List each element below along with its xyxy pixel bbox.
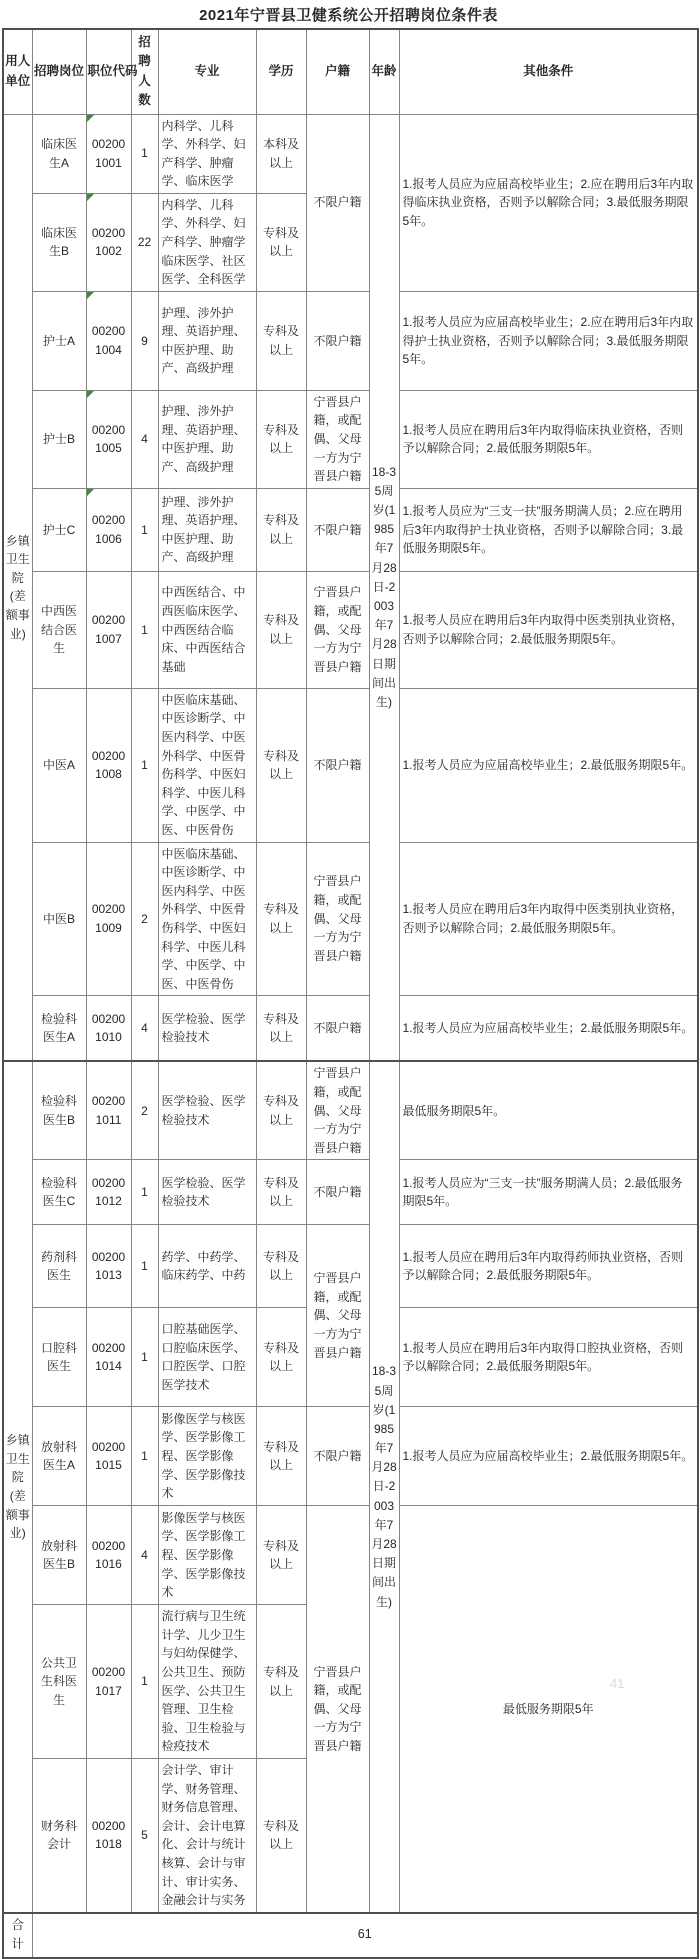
education-cell: 专科及以上 (256, 1605, 306, 1759)
other-conditions-cell: 1.报考人员应为应届高校毕业生；2.最低服务期限5年。 (399, 1407, 698, 1506)
position-cell: 检验科医生C (32, 1160, 86, 1225)
position-cell: 财务科会计 (32, 1759, 86, 1913)
position-cell: 护士C (32, 488, 86, 571)
count-cell: 1 (131, 1605, 158, 1759)
residence-cell: 不限户籍 (306, 1160, 369, 1225)
table-row (3, 1407, 698, 1506)
education-cell: 专科及以上 (256, 1308, 306, 1407)
residence-cell: 宁晋县户籍，或配偶、父母一方为宁晋县户籍 (306, 1061, 369, 1159)
position-cell: 公共卫生科医生 (32, 1605, 86, 1759)
other-conditions-cell: 1.报考人员应在聘用后3年内取得中医类别执业资格，否则予以解除合同；2.最低服务期限5年。 (399, 571, 698, 688)
table-row (3, 291, 698, 390)
position-cell: 放射科医生A (32, 1407, 86, 1506)
count-cell: 1 (131, 488, 158, 571)
education-cell: 专科及以上 (256, 390, 306, 488)
major-cell: 会计学、审计学、财务管理、财务信息管理、会计、会计电算化、会计与统计核算、会计与审计、审计实务、金融会计与实务 (158, 1759, 256, 1913)
col-header-age: 年龄 (369, 29, 399, 114)
major-cell: 药学、中药学、临床药学、中药 (158, 1225, 256, 1308)
education-cell: 专科及以上 (256, 842, 306, 996)
residence-cell: 不限户籍 (306, 688, 369, 842)
count-cell: 4 (131, 1506, 158, 1605)
residence-cell: 宁晋县户籍，或配偶、父母一方为宁晋县户籍 (306, 1225, 369, 1407)
count-cell: 4 (131, 996, 158, 1062)
code-cell: 002001017 (86, 1605, 131, 1759)
major-cell: 中西医结合、中西医临床医学、中西医结合临床、中西医结合基础 (158, 571, 256, 688)
count-cell: 5 (131, 1759, 158, 1913)
other-conditions-cell: 1.报考人员应在聘用后3年内取得临床执业资格，否则予以解除合同；2.最低服务期限5年。 (399, 390, 698, 488)
col-header-position: 招聘岗位 (32, 29, 86, 114)
code-cell: 002001009 (86, 842, 131, 996)
count-cell: 1 (131, 1160, 158, 1225)
col-header-code: 职位代码 (86, 29, 131, 114)
table-row (3, 996, 698, 1062)
col-header-other: 其他条件 (399, 29, 698, 114)
page-number-watermark: 41 (610, 1676, 625, 1691)
code-cell: 002001006 (86, 488, 131, 571)
code-cell: 002001011 (86, 1061, 131, 1159)
table-row (3, 1225, 698, 1308)
other-conditions-cell: 1.报考人员应为应届高校毕业生；2.应在聘用后3年内取得临床执业资格，否则予以解除合同；3.最低服务期限5年。 (399, 114, 698, 291)
col-header-count: 招聘人数 (131, 29, 158, 114)
major-cell: 医学检验、医学检验技术 (158, 1061, 256, 1159)
position-cell: 口腔科医生 (32, 1308, 86, 1407)
residence-cell: 不限户籍 (306, 1407, 369, 1506)
table-row (3, 1061, 698, 1159)
position-cell: 临床医生B (32, 193, 86, 291)
col-header-employer: 用人单位 (3, 29, 32, 114)
employer-cell-section1: 乡镇卫生院(差额事业) (3, 114, 32, 1061)
other-conditions-cell: 1.报考人员应为“三支一扶”服务期满人员；2.最低服务期限5年。 (399, 1160, 698, 1225)
recruitment-table (2, 28, 699, 1959)
education-cell: 本科及以上 (256, 114, 306, 193)
other-conditions-cell: 1.报考人员应为“三支一扶”服务期满人员；2.应在聘用后3年内取得护士执业资格，否则予以解除合同；3.最低服务期限5年。 (399, 488, 698, 571)
residence-cell: 宁晋县户籍，或配偶、父母一方为宁晋县户籍 (306, 571, 369, 688)
residence-cell: 不限户籍 (306, 996, 369, 1062)
table-row (3, 1160, 698, 1225)
col-header-education: 学历 (256, 29, 306, 114)
table-row (3, 488, 698, 571)
table-row (3, 842, 698, 996)
header-row (3, 29, 698, 114)
other-conditions-cell: 1.报考人员应在聘用后3年内取得口腔执业资格，否则予以解除合同；2.最低服务期限5年。 (399, 1308, 698, 1407)
position-cell: 临床医生A (32, 114, 86, 193)
age-cell-section1: 18-35周岁(1985年7月28日-2003年7月28日期间出生) (369, 114, 399, 1061)
age-cell-section2: 18-35周岁(1985年7月28日-2003年7月28日期间出生) (369, 1061, 399, 1912)
residence-cell: 不限户籍 (306, 488, 369, 571)
table-row (3, 1506, 698, 1605)
position-cell: 检验科医生B (32, 1061, 86, 1159)
position-cell: 中医B (32, 842, 86, 996)
education-cell: 专科及以上 (256, 193, 306, 291)
table-row (3, 571, 698, 688)
other-conditions-cell: 最低服务期限5年。 (399, 1061, 698, 1159)
major-cell: 中医临床基础、中医诊断学、中医内科学、中医外科学、中医骨伤科学、中医妇科学、中医儿科学、中医学、中医、中医骨伤 (158, 842, 256, 996)
code-cell: 002001015 (86, 1407, 131, 1506)
residence-cell: 宁晋县户籍，或配偶、父母一方为宁晋县户籍 (306, 390, 369, 488)
table-row (3, 114, 698, 193)
residence-cell: 不限户籍 (306, 114, 369, 291)
count-cell: 9 (131, 291, 158, 390)
code-cell: 002001012 (86, 1160, 131, 1225)
education-cell: 专科及以上 (256, 1061, 306, 1159)
count-cell: 22 (131, 193, 158, 291)
position-cell: 检验科医生A (32, 996, 86, 1062)
position-cell: 护士B (32, 390, 86, 488)
education-cell: 专科及以上 (256, 488, 306, 571)
table-row (3, 688, 698, 842)
count-cell: 1 (131, 114, 158, 193)
count-cell: 1 (131, 571, 158, 688)
residence-cell: 不限户籍 (306, 291, 369, 390)
code-cell: 002001013 (86, 1225, 131, 1308)
total-label-cell: 合计 (3, 1913, 32, 1958)
major-cell: 护理、涉外护理、英语护理、中医护理、助产、高级护理 (158, 291, 256, 390)
major-cell: 影像医学与核医学、医学影像工程、医学影像学、医学影像技术 (158, 1407, 256, 1506)
code-cell: 002001014 (86, 1308, 131, 1407)
other-conditions-cell: 1.报考人员应为应届高校毕业生；2.最低服务期限5年。 (399, 688, 698, 842)
other-conditions-cell: 1.报考人员应在聘用后3年内取得中医类别执业资格，否则予以解除合同；2.最低服务期限5年。 (399, 842, 698, 996)
major-cell: 流行病与卫生统计学、儿少卫生与妇幼保健学、公共卫生、预防医学、公共卫生管理、卫生检验、卫生检验与检疫技术 (158, 1605, 256, 1759)
education-cell: 专科及以上 (256, 688, 306, 842)
major-cell: 医学检验、医学检验技术 (158, 1160, 256, 1225)
code-cell: 002001018 (86, 1759, 131, 1913)
education-cell: 专科及以上 (256, 1506, 306, 1605)
residence-cell: 宁晋县户籍，或配偶、父母一方为宁晋县户籍 (306, 1506, 369, 1913)
education-cell: 专科及以上 (256, 1759, 306, 1913)
count-cell: 2 (131, 1061, 158, 1159)
other-conditions-cell: 1.报考人员应在聘用后3年内取得药师执业资格，否则予以解除合同；2.最低服务期限5年。 (399, 1225, 698, 1308)
major-cell: 影像医学与核医学、医学影像工程、医学影像学、医学影像技术 (158, 1506, 256, 1605)
code-cell: 002001008 (86, 688, 131, 842)
count-cell: 1 (131, 1407, 158, 1506)
residence-cell: 宁晋县户籍，或配偶、父母一方为宁晋县户籍 (306, 842, 369, 996)
education-cell: 专科及以上 (256, 1407, 306, 1506)
count-cell: 1 (131, 1225, 158, 1308)
position-cell: 中西医结合医生 (32, 571, 86, 688)
code-cell: 002001004 (86, 291, 131, 390)
education-cell: 专科及以上 (256, 571, 306, 688)
count-cell: 2 (131, 842, 158, 996)
col-header-residence: 户籍 (306, 29, 369, 114)
major-cell: 护理、涉外护理、英语护理、中医护理、助产、高级护理 (158, 390, 256, 488)
position-cell: 中医A (32, 688, 86, 842)
col-header-major: 专业 (158, 29, 256, 114)
code-cell: 002001005 (86, 390, 131, 488)
code-cell: 002001001 (86, 114, 131, 193)
major-cell: 护理、涉外护理、英语护理、中医护理、助产、高级护理 (158, 488, 256, 571)
count-cell: 1 (131, 1308, 158, 1407)
major-cell: 内科学、儿科学、外科学、妇产科学、肿瘤学临床医学、社区医学、全科医学 (158, 193, 256, 291)
total-row (3, 1913, 698, 1958)
page-title: 2021年宁晋县卫健系统公开招聘岗位条件表 (199, 7, 498, 24)
position-cell: 护士A (32, 291, 86, 390)
education-cell: 专科及以上 (256, 1160, 306, 1225)
major-cell: 医学检验、医学检验技术 (158, 996, 256, 1062)
employer-cell-section2: 乡镇卫生院(差额事业) (3, 1061, 32, 1912)
position-cell: 放射科医生B (32, 1506, 86, 1605)
code-cell: 002001002 (86, 193, 131, 291)
count-cell: 1 (131, 688, 158, 842)
count-cell: 4 (131, 390, 158, 488)
table-row (3, 390, 698, 488)
major-cell: 中医临床基础、中医诊断学、中医内科学、中医外科学、中医骨伤科学、中医妇科学、中医儿科学、中医学、中医、中医骨伤 (158, 688, 256, 842)
position-cell: 药剂科医生 (32, 1225, 86, 1308)
major-cell: 口腔基础医学、口腔临床医学、口腔医学、口腔医学技术 (158, 1308, 256, 1407)
major-cell: 内科学、儿科学、外科学、妇产科学、肿瘤学、临床医学 (158, 114, 256, 193)
other-conditions-cell: 1.报考人员应为应届高校毕业生；2.最低服务期限5年。 (399, 996, 698, 1062)
code-cell: 002001007 (86, 571, 131, 688)
education-cell: 专科及以上 (256, 996, 306, 1062)
code-cell: 002001016 (86, 1506, 131, 1605)
total-value-cell: 61 (32, 1913, 698, 1958)
code-cell: 002001010 (86, 996, 131, 1062)
other-conditions-cell: 1.报考人员应为应届高校毕业生；2.应在聘用后3年内取得护士执业资格，否则予以解除合同；3.最低服务期限5年。 (399, 291, 698, 390)
education-cell: 专科及以上 (256, 1225, 306, 1308)
other-conditions-cell: 最低服务期限5年 (399, 1506, 698, 1913)
education-cell: 专科及以上 (256, 291, 306, 390)
